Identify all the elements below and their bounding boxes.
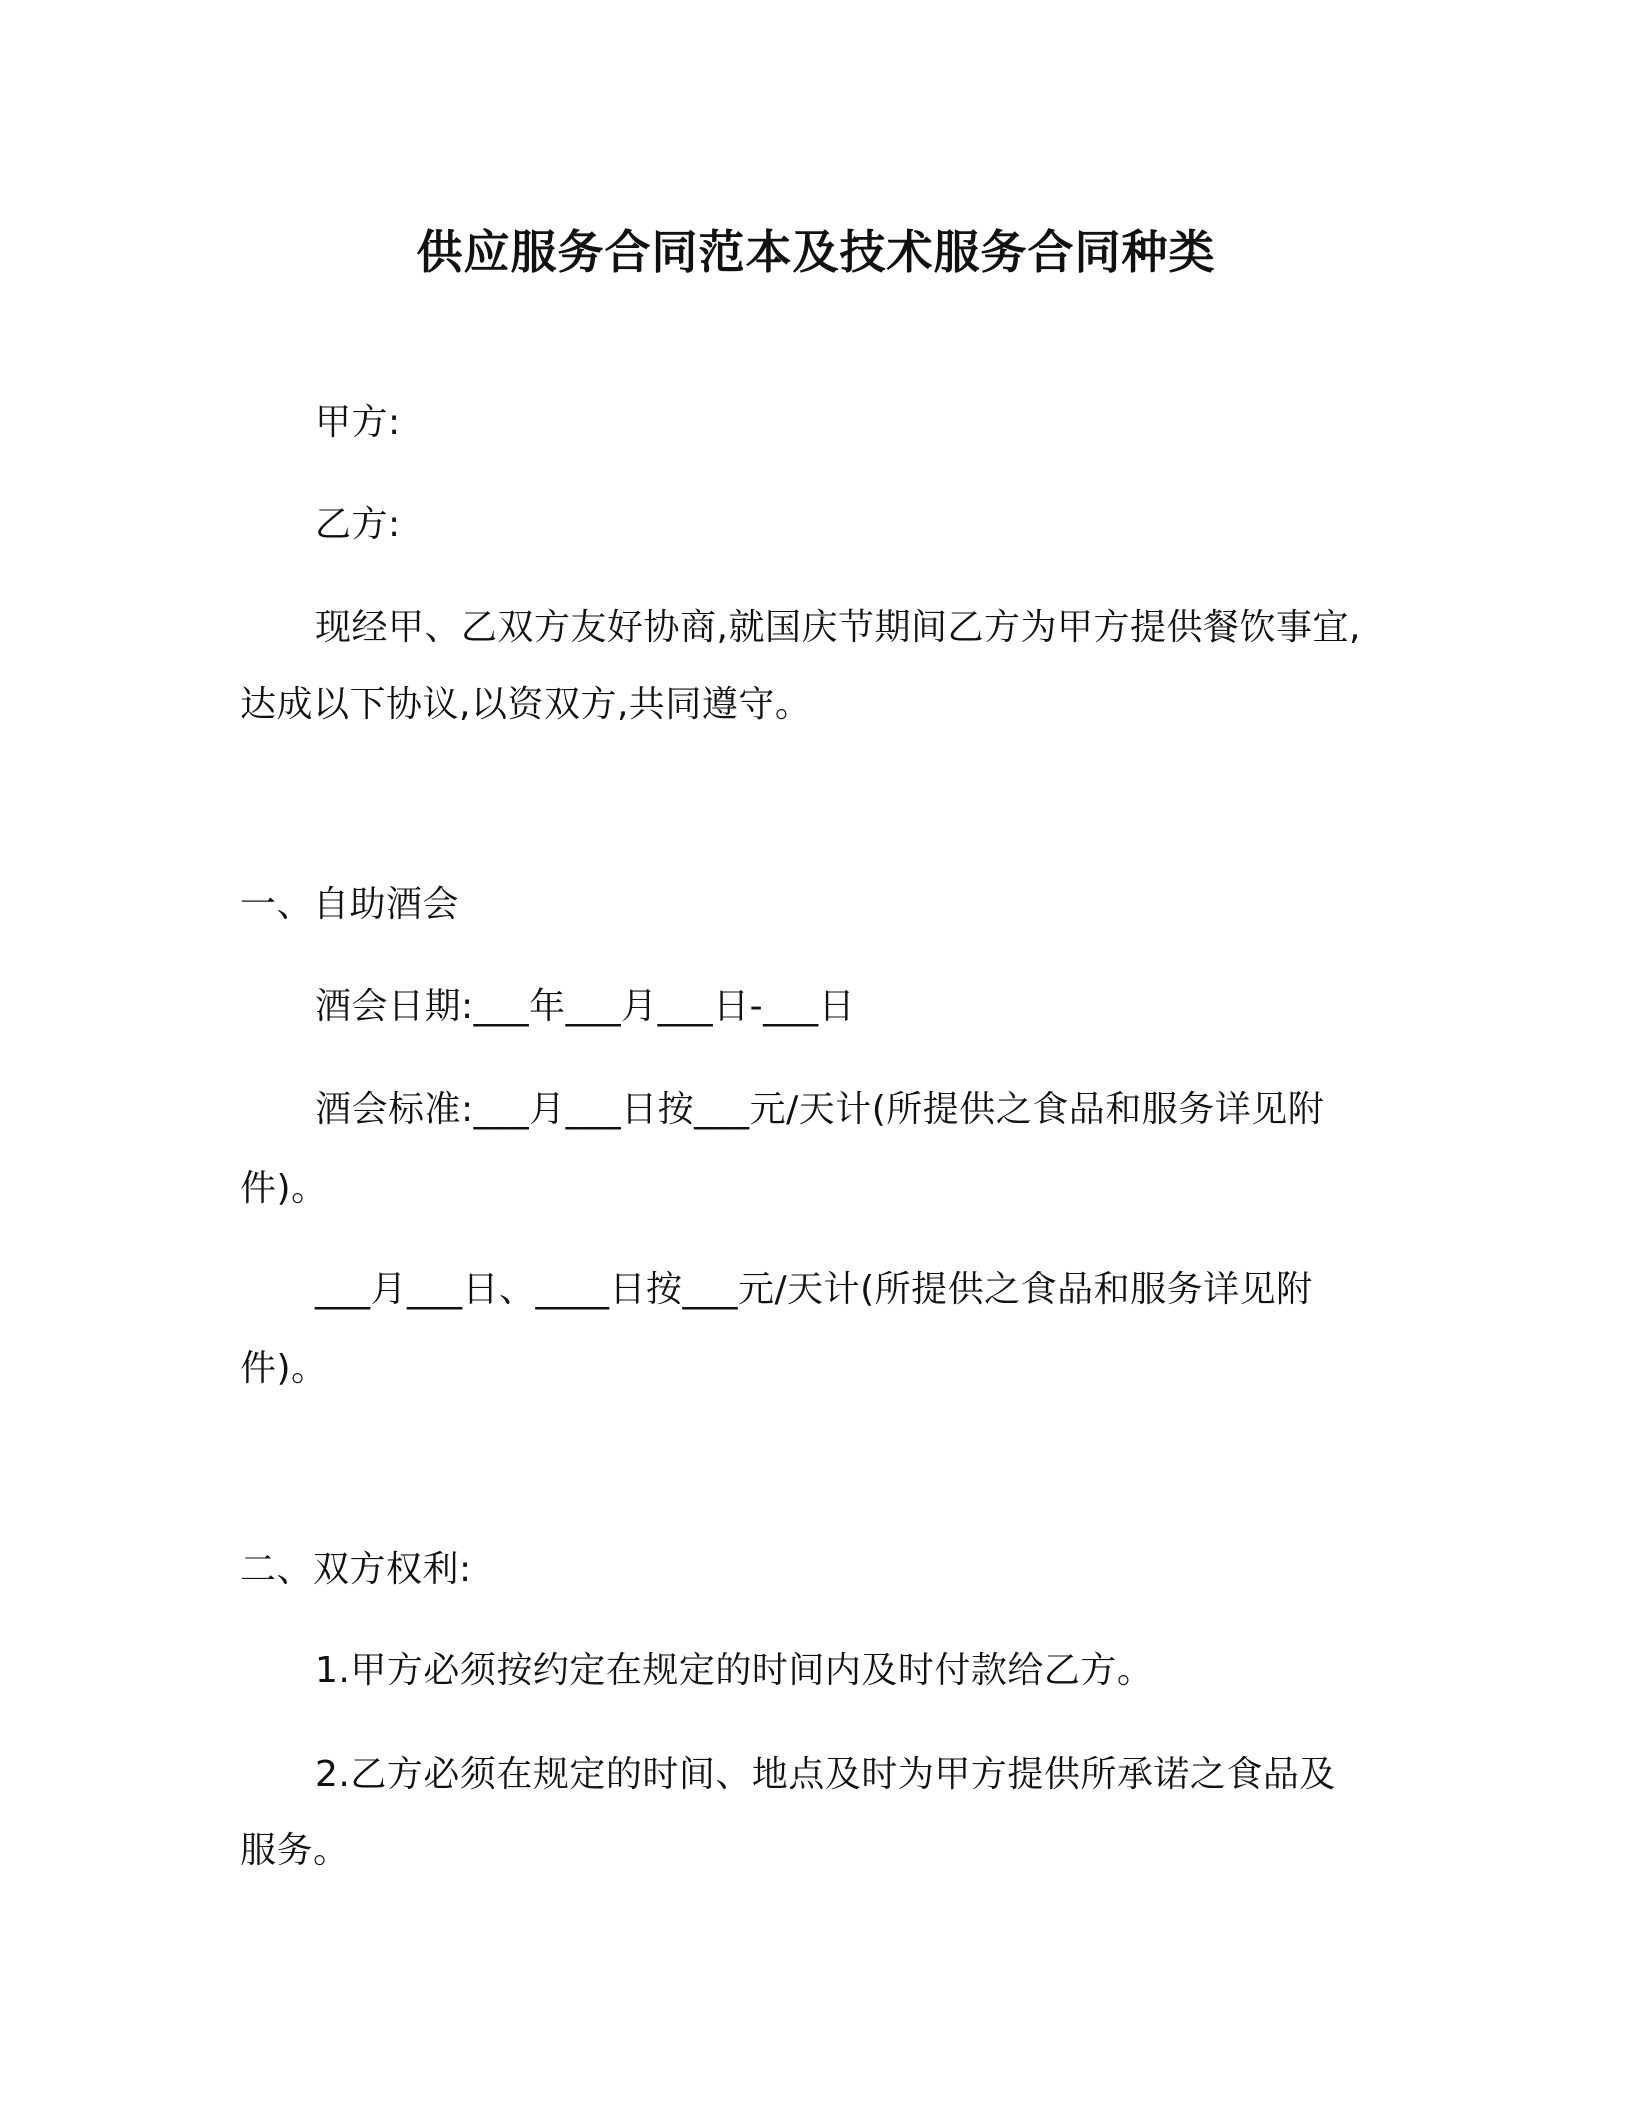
reception-standard-line-1: 酒会标准:___月___日按___元/天计(所提供之食品和服务详见附 (315, 1089, 1325, 1130)
section-2-heading: 二、双方权利: (240, 1549, 472, 1590)
reception-standard-line-2: 件)。 (240, 1168, 328, 1209)
preamble-line-1: 现经甲、乙双方友好协商,就国庆节期间乙方为甲方提供餐饮事宜, (315, 607, 1361, 648)
section-1-heading: 一、自助酒会 (240, 884, 460, 925)
reception-second-line-2: 件)。 (240, 1348, 328, 1389)
party-b-label: 乙方: (315, 504, 401, 545)
rights-item-2-line-2: 服务。 (240, 1830, 350, 1871)
rights-item-1: 1.甲方必须按约定在规定的时间内及时付款给乙方。 (315, 1650, 1154, 1691)
rights-item-2-line-1: 2.乙方必须在规定的时间、地点及时为甲方提供所承诺之食品及 (315, 1754, 1336, 1795)
reception-second-line-1: ___月___日、____日按___元/天计(所提供之食品和服务详见附 (315, 1269, 1313, 1310)
preamble-line-2: 达成以下协议,以资双方,共同遵守。 (240, 684, 812, 725)
party-a-label: 甲方: (315, 402, 401, 443)
document-title: 供应服务合同范本及技术服务合同种类 (416, 225, 1216, 279)
reception-date-line: 酒会日期:___年___月___日-___日 (315, 986, 856, 1027)
